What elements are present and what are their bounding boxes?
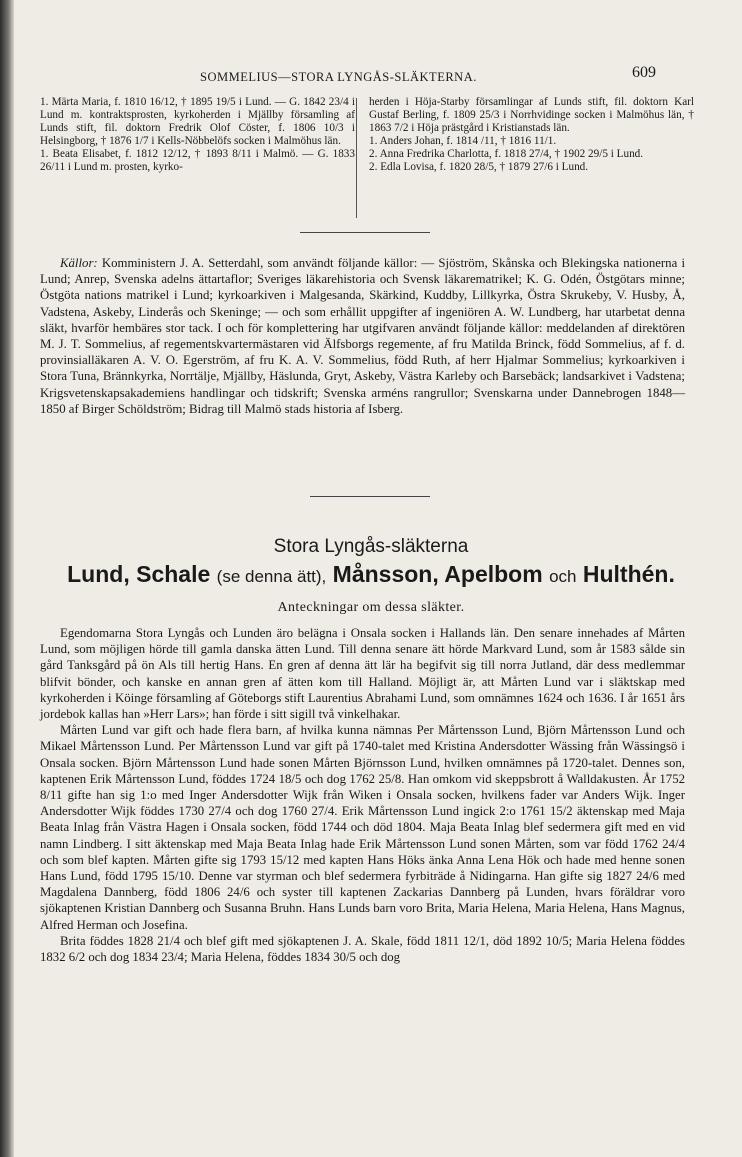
page-number: 609	[632, 64, 656, 81]
sources-text: Komministern J. A. Setterdahl, som användt följande källor: — Sjöström, Skånska och Blekingska nationerna i Lund; Anrep, Svenska adelns ättartaflor; Sveriges läkarehistoria och Svensk läkarematrikel; K. G. Odén, Östgötars minne; Östgöta nations matrikel i Lund; kyrkoarkiven i Malgesanda, Skärkind, Kuddby, Lillkyrka, Östra Skrukeby, V. Husby, Å, Vadstena, Askeby, Linderås och Skeninge; — och som erhållit uppgifter af ingeniören A. W. Lundberg, har utarbetat denna släkt, hvarför hembäres stor tack. I och för komplettering har utgifvaren användt följande källor: meddelanden af direktören M. J. T. Sommelius, af regementskvartermästaren vid Älfsborgs regemente, af fru Matilda Brinck, född Sommelius, af f. d. provinsialläkaren A. V. O. Egerström, af fru K. A. V. Sommelius, född Ruth, af herr Hjalmar Sommelius; kyrkoarkiven i Stora Tuna, Brännkyrka, Norrtälje, Mjällby, Häslunda, Gryt, Askeby, Västra Karleby och Barsebäck; landsarkivet i Vadstena; Krigsvetenskapsakademiens handlingar och tidskrift; Svenska arméns rangrullor; Svenskarna under Dannebrogen 1848—1850 af Birger Schöldström; Bidrag till Malmö stads historia af Isberg.	[40, 256, 686, 416]
left-entry-1: 1. Märta Maria, f. 1810 16/12, † 1895 19/5 i Lund. — G. 1842 23/4 i Lund m. kontraktsprosten, kyrkoherden i Mjällby församling af Lunds stift, fil. doktorn Fredrik Olof Cöster, f. 1806 10/3 i Helsingborg, † 1876 1/7 i Kells-Nöbbelöfs socken i Malmöhus län.	[40, 96, 355, 147]
main-text	[40, 625, 685, 965]
running-header: SOMMELIUS—STORA LYNGÅS-SLÄKTERNA.	[200, 70, 477, 84]
families-lund-schale: Lund, Schale	[67, 561, 211, 587]
divider-rule-2	[310, 496, 430, 497]
main-paragraph-3: Brita föddes 1828 21/4 och blef gift med sjökaptenen J. A. Skale, född 1811 12/1, död 1892 10/5; Maria Helena föddes 1832 6/2 och dog 1834 23/4; Maria Helena, föddes 1834 30/5 och dog	[40, 933, 685, 965]
families-hulthen: Hulthén.	[582, 561, 675, 587]
divider-rule-1	[300, 232, 430, 233]
right-column	[369, 96, 694, 174]
left-column	[40, 96, 355, 174]
right-entry-3: 2. Edla Lovisa, f. 1820 28/5, † 1879 27/6 i Lund.	[369, 161, 589, 173]
main-paragraph-2: Mårten Lund var gift och hade flera barn, af hvilka kunna nämnas Per Mårtensson Lund, Björn Mårtensson Lund och Mikael Mårtensson Lund. Per Mårtensson Lund var gift på 1740-talet med Kristina Andersdotter Wässing från Wässingsö i Onsala socken. Björn Mårtensson Lund hade sonen Mårten Björnsson Lund, hvilken omnämnes på 1720-talet. Dennes son, kaptenen Erik Mårtensson Lund, föddes 1724 18/5 och dog 1762 25/8. Han omkom vid skeppsbrott å Walldakusten. År 1752 8/11 gifte han sig 1:o med Inger Andersdotter Wijk från Wiken i Onsala socken, hvilkens fader var Anders Wijk. Inger Andersdotter Wijk föddes 1730 27/4 och dog 1760 27/4. Erik Mårtensson Lund ingick 2:o 1761 15/2 äktenskap med Maja Beata Inlag från Västra Hagen i Onsala socken, född 1744 och död 1804. Maja Beata Inlag blef sedermera gift med en vid namn Lindberg. I sitt äktenskap med Maja Beata Inlag hade Erik Mårtensson Lund sonen Mårten, som var född 1762 24/4 och som blef kapten. Mårten gifte sig 1793 15/12 med kapten Hans Höks änka Anna Lena Hök och hade med henne sonen Hans Lund, född 1795 15/10. Denne var styrman och blef sedermera fyrbiträde å Nidingarna. Han gifte sig 1827 24/6 med Magdalena Dannberg, född 1806 24/6 och syster till kaptenen Zackarias Dannberg på Lunden, hvars föräldrar voro sjökaptenen Kristian Dannberg och Susanna Bruhn. Hans Lunds barn voro Brita, Maria Helena, Maria Helena, Hans Magnus, Alfred Herman och Josefina.	[40, 723, 685, 932]
right-entry-2: 2. Anna Fredrika Charlotta, f. 1818 27/4, † 1902 29/5 i Lund.	[369, 148, 644, 160]
families-mansson-apelbom: Månsson, Apelbom	[332, 561, 543, 587]
sources-block	[40, 255, 685, 417]
section-title: Stora Lyngås-släkterna	[273, 536, 469, 557]
section-families-heading	[0, 561, 742, 588]
right-paragraph: herden i Höja-Starby församlingar af Lunds stift, fil. doktorn Karl Gustaf Berling, f. 1809 25/3 i Norrhvidinge socken i Malmöhus län, † 1863 7/2 i Höja prästgård i Kristianstads län.	[369, 96, 694, 134]
right-entry-1: 1. Anders Johan, f. 1814 /11, † 1816 11/1.	[369, 135, 557, 147]
section-subtitle: Anteckningar om dessa släkter.	[277, 600, 465, 615]
left-entry-2: 1. Beata Elisabet, f. 1812 12/12, † 1893 8/11 i Malmö. — G. 1833 26/11 i Lund m. prosten, kyrko-	[40, 148, 355, 173]
families-och: och	[549, 567, 577, 586]
main-paragraph-1: Egendomarna Stora Lyngås och Lunden äro belägna i Onsala socken i Hallands län. Den senare innehades af Mårten Lund, som möjligen hörde till gamla danska ätten Lund. Till denna senare ätt hörde Markvard Lund, som år 1583 sålde sin gård Tanksgård på ön Als till hertig Hans. En gren af denna ätt lär ha begifvit sig till norra Jutland, där dess medlemmar blifvit bönder, och kanske en annan gren af ätten kom till Halland. Möjligt är, att Mårten Lund var i släktskap med kyrkoherden i Köinge församling af Göteborgs stift Laurentius Abrahami Lund, som omnämnes 1624 och 1636. I år 1651 års jordebok kallas han »Herr Lars»; han förde i sitt sigill två vinkelhakar.	[40, 626, 685, 722]
two-column-section	[40, 96, 695, 174]
sources-label: Källor:	[60, 256, 98, 270]
families-note: (se denna ätt),	[216, 567, 327, 586]
